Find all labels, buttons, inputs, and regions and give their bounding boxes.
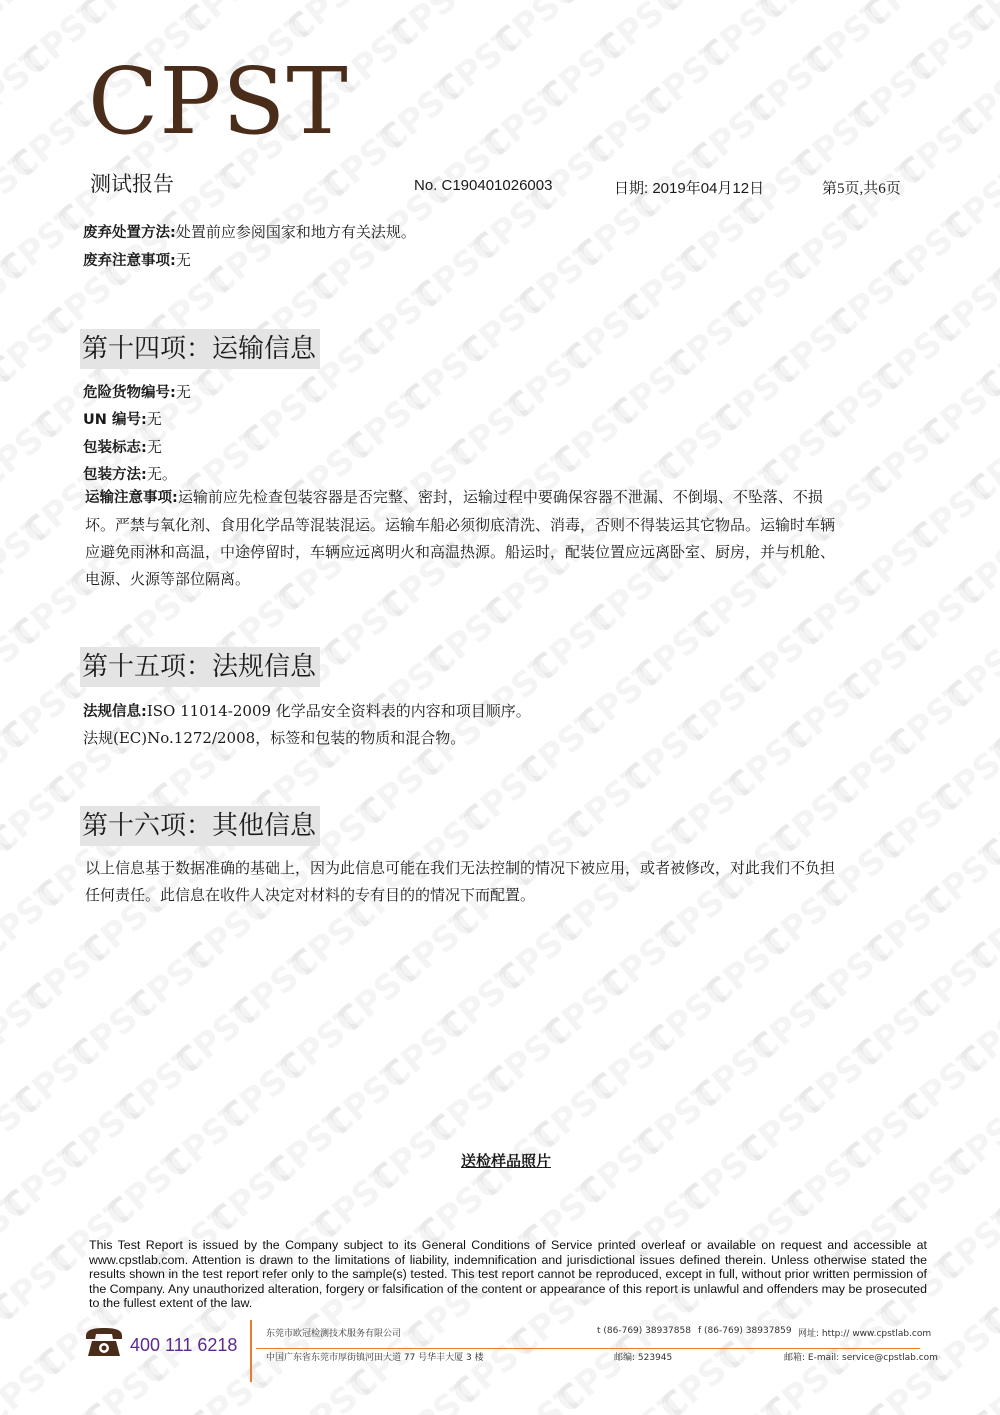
packing-method-value: 无。 xyxy=(146,465,177,483)
transport-notes-line-3: 应避免雨淋和高温，中途停留时，车辆应远离明火和高温热源。船运时，配装位置应远离卧室、厨房，并与机舱、 xyxy=(85,543,836,561)
disposal-method-label: 废弃处置方法: xyxy=(83,225,176,241)
packing-mark-row xyxy=(83,437,162,458)
disposal-method-row xyxy=(83,222,416,243)
footer-address: 中国广东省东莞市厚街镇河田大道 77 号华丰大厦 3 楼 xyxy=(266,1353,484,1363)
section16-heading: 第十六项：其他信息 xyxy=(80,806,320,846)
disposal-notes-label: 废弃注意事项: xyxy=(83,253,176,269)
footer-tel: t (86-769) 38937858 xyxy=(597,1326,691,1336)
other-info-line-1: 以上信息基于数据准确的基础上，因为此信息可能在我们无法控制的情况下被应用，或者被修改，对此我们不负担 xyxy=(85,859,836,877)
report-date: 日期: 2019年04月12日 xyxy=(614,180,765,197)
other-info-line-2: 任何责任。此信息在收件人决定对材料的专有目的的情况下而配置。 xyxy=(85,886,536,904)
dangerous-goods-label: 危险货物编号: xyxy=(83,385,176,401)
dangerous-goods-row xyxy=(83,382,191,403)
packing-mark-value: 无 xyxy=(146,438,162,456)
transport-notes-line-2: 坏。严禁与氧化剂、食用化学品等混装混运。运输车船必须彻底清洗、消毒，否则不得装运其它物品。运输时车辆 xyxy=(85,516,836,534)
telephone-icon xyxy=(84,1326,124,1358)
other-info-paragraph xyxy=(85,855,927,909)
transport-notes-label: 运输注意事项: xyxy=(85,490,178,506)
footer-email: 邮箱: E-mail: service@cpstlab.com xyxy=(784,1353,938,1363)
packing-mark-label: 包装标志: xyxy=(83,440,147,456)
footer-company: 东莞市欧冠检测技术服务有限公司 xyxy=(266,1329,402,1339)
transport-notes-line-4: 电源、火源等部位隔离。 xyxy=(85,570,251,588)
transport-notes-line-1 xyxy=(85,484,927,512)
regulation-line-2: 法规(EC)No.1272/2008，标签和包装的物质和混合物。 xyxy=(83,729,466,747)
transport-notes-text-1: 运输前应先检查包装容器是否完整、密封，运输过程中要确保容器不泄漏、不倒塌、不坠落、不损 xyxy=(177,488,823,506)
regulation-row xyxy=(83,701,531,722)
un-number-label: UN 编号: xyxy=(83,412,147,428)
packing-method-label: 包装方法: xyxy=(83,467,147,483)
packing-method-row xyxy=(83,464,177,485)
transport-notes-paragraph xyxy=(85,484,927,593)
disposal-notes-value: 无 xyxy=(175,251,191,269)
section15-heading: 第十五项：法规信息 xyxy=(80,647,320,687)
disposal-notes-row xyxy=(83,250,191,271)
hotline-number: 400 111 6218 xyxy=(130,1335,238,1355)
section14-heading: 第十四项：运输信息 xyxy=(80,329,320,369)
regulation-label: 法规信息: xyxy=(83,704,147,720)
disposal-method-value: 处置前应参阅国家和地方有关法规。 xyxy=(175,223,416,241)
legal-disclaimer: This Test Report is issued by the Company subject to its General Conditions of Service printed overleaf or available on request and accessible at www.cpstlab.com. Attention is drawn to the limitations of liability, indemnification and jurisdictional issues defined therein. Unless otherwise stated the results shown in the test report refer only to the sample(s) tested. This test report cannot be reproduced, except in full, without prior written permission of the Company. Any unauthorized alteration, forgery or falsification of the content or appearance of this report is unlawful and offenders may be prosecuted to the fullest extent of the law. xyxy=(89,1238,927,1311)
company-logo: CPST xyxy=(88,48,349,155)
footer-divider xyxy=(250,1320,252,1382)
report-title: 测试报告 xyxy=(90,172,174,196)
dangerous-goods-value: 无 xyxy=(175,383,191,401)
page-number: 第5页,共6页 xyxy=(822,181,901,197)
footer xyxy=(80,1318,938,1378)
report-number: No. C190401026003 xyxy=(414,177,553,194)
footer-postcode: 邮编: 523945 xyxy=(614,1353,673,1363)
footer-website: 网址: http:// www.cpstlab.com xyxy=(798,1329,932,1339)
un-number-value: 无 xyxy=(146,410,162,428)
un-number-row xyxy=(83,409,162,430)
sample-photo-title: 送检样品照片 xyxy=(460,1152,551,1170)
footer-fax: f (86-769) 38937859 xyxy=(698,1326,792,1336)
footer-rule xyxy=(256,1348,920,1349)
regulation-value: ISO 11014-2009 化学品安全资料表的内容和项目顺序。 xyxy=(146,702,531,720)
